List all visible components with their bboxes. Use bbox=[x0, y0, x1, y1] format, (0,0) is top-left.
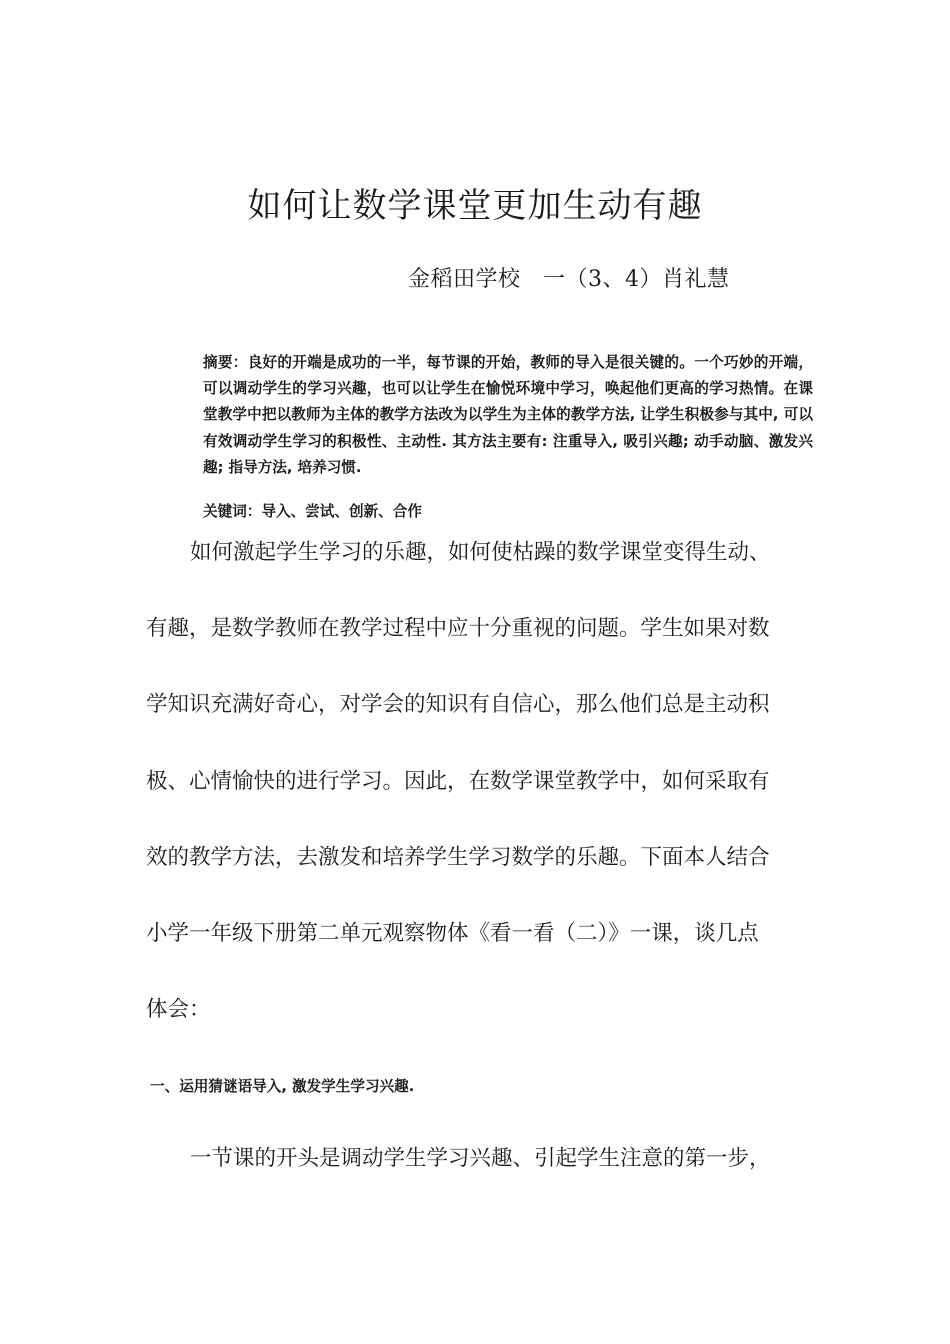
intro-line: 小学一年级下册第二单元观察物体《看一看（二）》一课，谈几点 bbox=[146, 920, 759, 946]
author-line: 金稻田学校 一（3、4）肖礼慧 bbox=[408, 267, 730, 292]
intro-line: 有趣，是数学教师在教学过程中应十分重视的问题。学生如果对数 bbox=[146, 616, 770, 642]
intro-paragraph bbox=[146, 538, 806, 1071]
section-paragraph-line: 一节课的开头是调动学生学习兴趣、引起学生注意的第一步， bbox=[190, 1146, 771, 1171]
intro-line: 学知识充满好奇心，对学会的知识有自信心，那么他们总是主动积 bbox=[146, 692, 770, 718]
section-heading: 一、运用猜谜语导入, 激发学生学习兴趣. bbox=[150, 1078, 415, 1095]
document-title: 如何让数学课堂更加生动有趣 bbox=[247, 186, 703, 226]
keywords-line: 关键词：导入、尝试、创新、合作 bbox=[203, 503, 422, 520]
intro-line: 效的教学方法，去激发和培养学生学习数学的乐趣。下面本人结合 bbox=[146, 844, 770, 870]
intro-line: 体会： bbox=[146, 997, 211, 1023]
abstract-paragraph: 摘要：良好的开端是成功的一半，每节课的开始，教师的导入是很关键的。一个巧妙的开端，可以调动学生的学习兴趣，也可以让学生在愉悦环境中学习，唤起他们更高的学习热情。在课堂教学中把以教师为主体的教学方法改为以学生为主体的教学方法, 让学生积极参与其中, 可以有效调动学生学习的积极性、主动性. 其方法主要有: 注重导入, 吸引兴趣; 动手动脑、激发兴趣; 指导方法, 培养习惯. bbox=[203, 354, 813, 476]
intro-line: 极、心情愉快的进行学习。因此，在数学课堂教学中，如何采取有 bbox=[146, 768, 770, 794]
intro-line: 如何激起学生学习的乐趣，如何使枯躁的数学课堂变得生动、 bbox=[190, 540, 771, 565]
